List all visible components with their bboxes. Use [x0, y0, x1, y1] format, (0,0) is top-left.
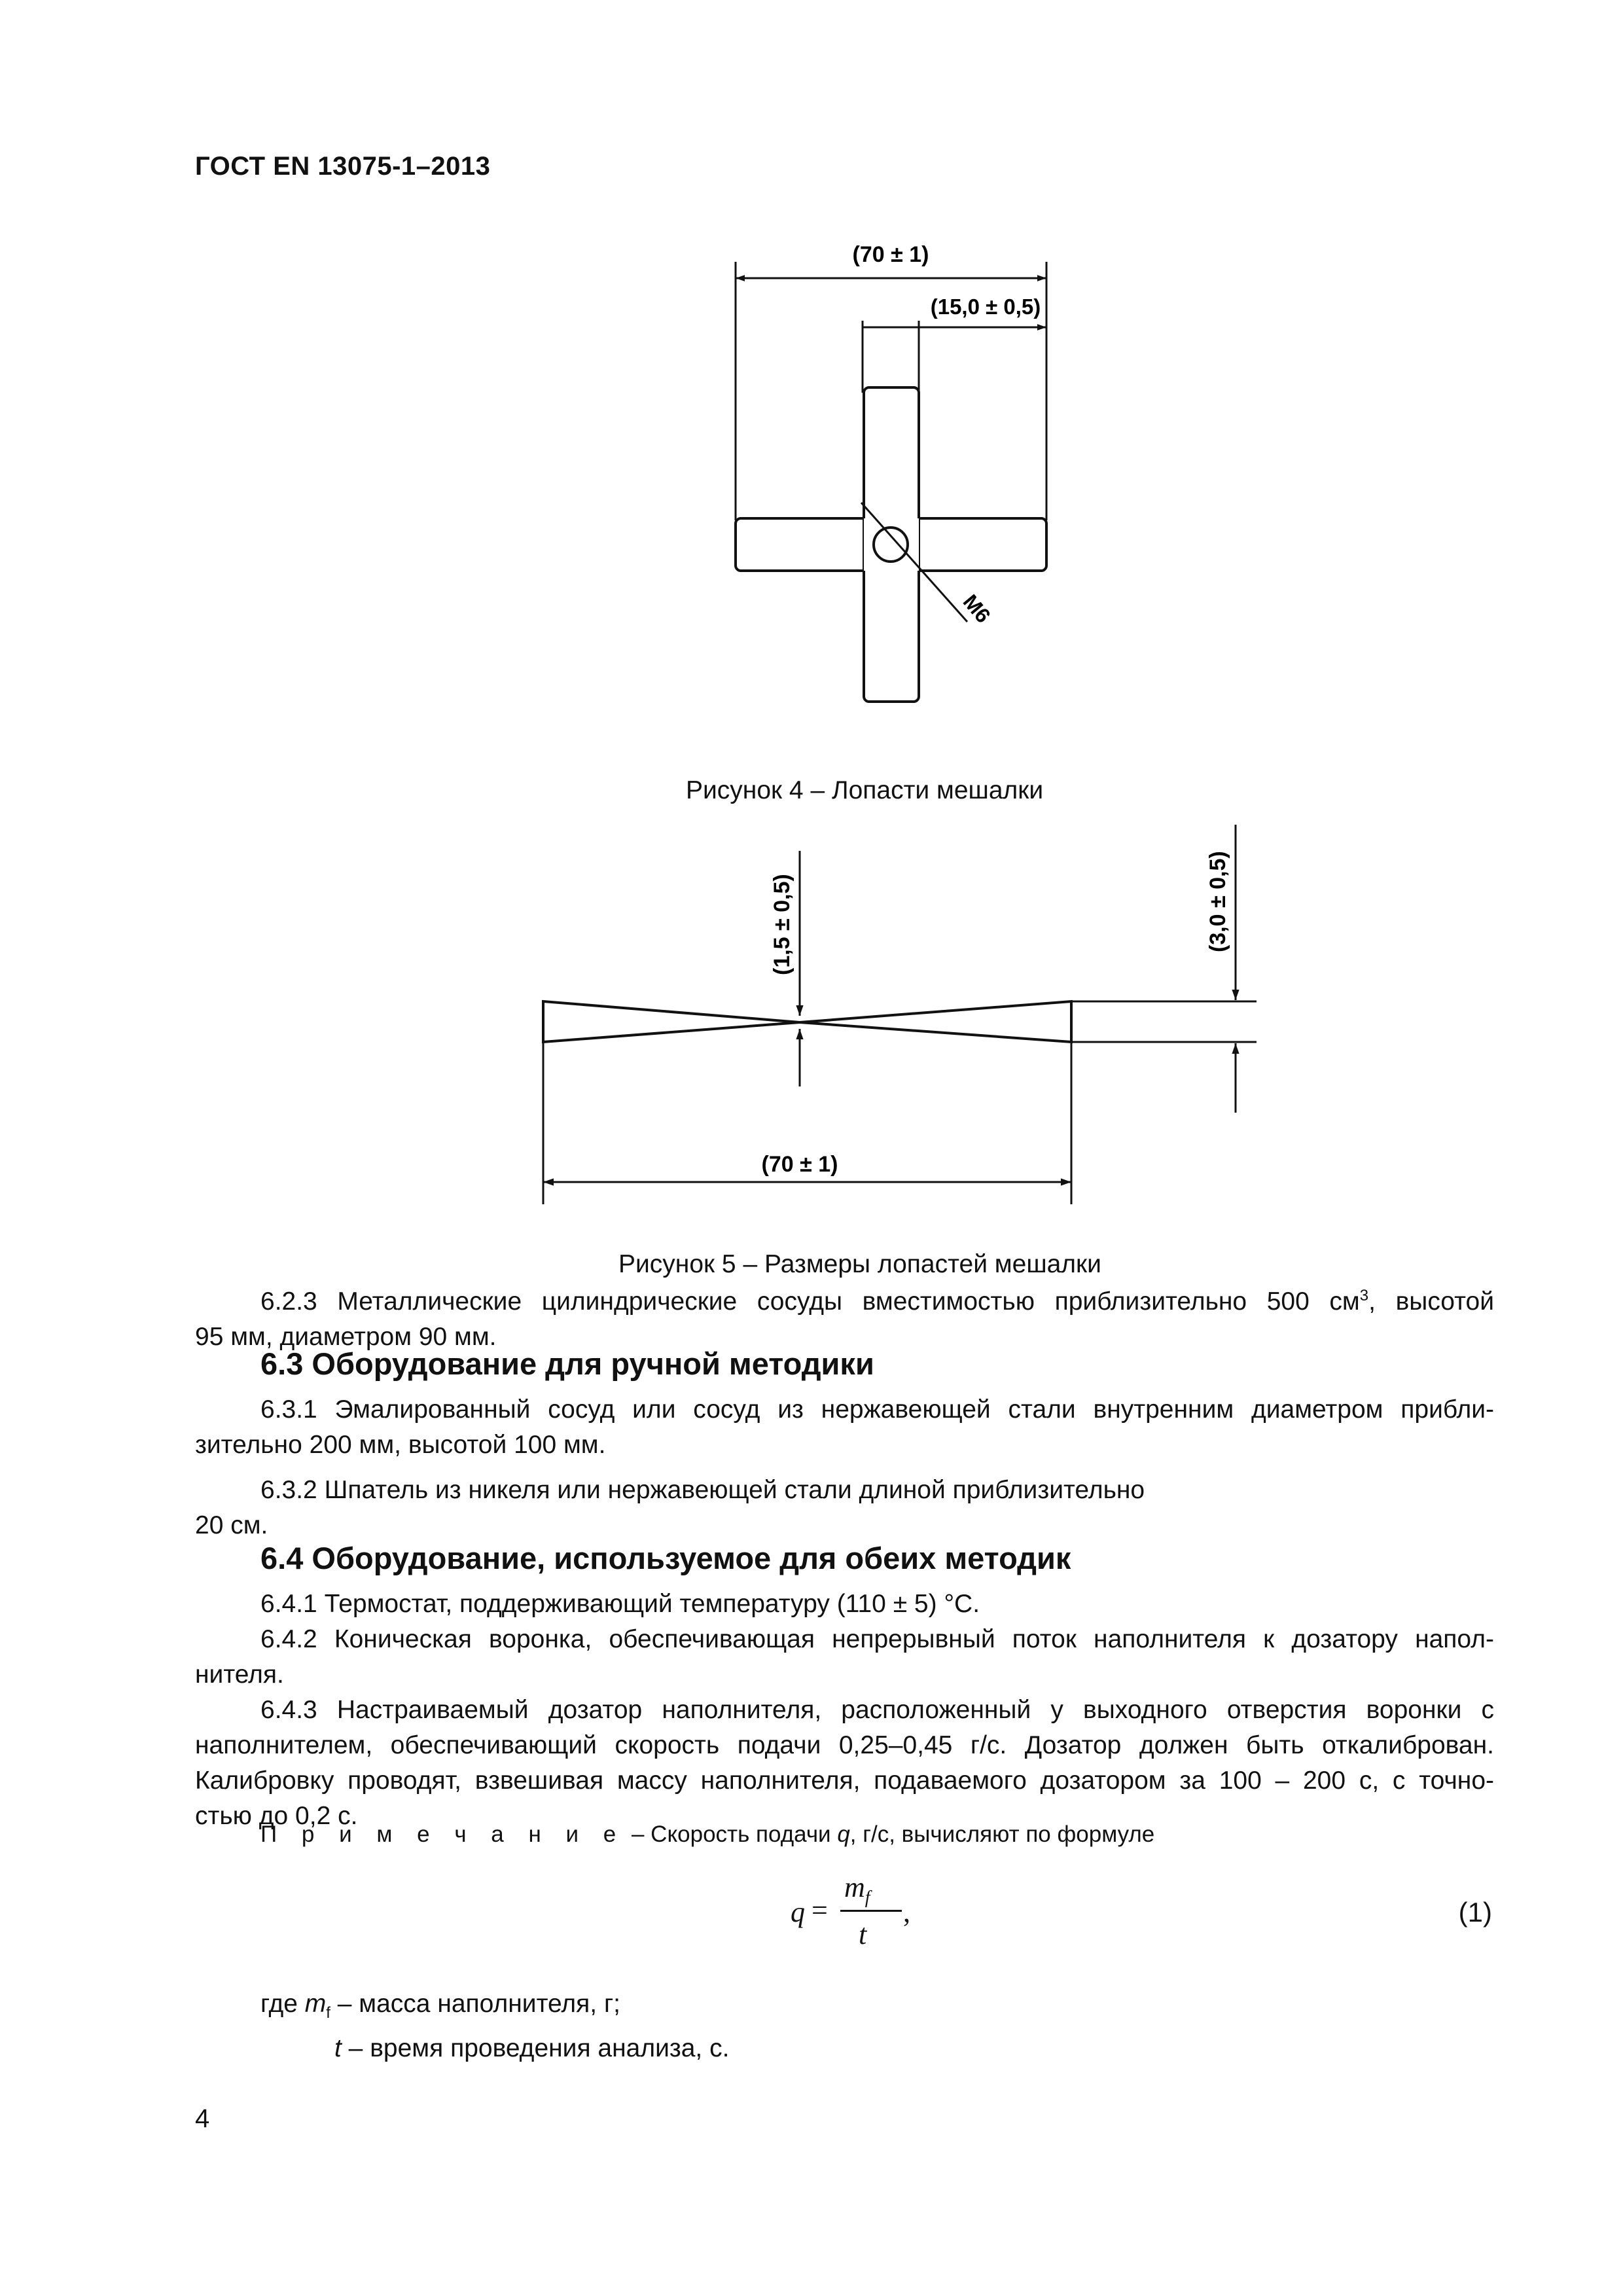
figure-4-drawing: [0, 0, 1623, 772]
paragraph-6-4-3-line-3: Калибровку проводят, взвешивая массу наполнителя, подаваемого дозатором за 100 – 200 с, с точно-: [195, 1767, 1494, 1795]
note-label: П р и м е ч а н и е: [260, 1821, 626, 1847]
where-line-2: t – время проведения анализа, с.: [334, 2034, 730, 2062]
paragraph-6-3-2: [195, 1473, 1494, 1543]
paragraph-6-3-1: [195, 1392, 1494, 1463]
thread-label: M6: [958, 590, 995, 628]
figure-4-caption: Рисунок 4 – Лопасти мешалки: [686, 776, 1044, 804]
formula-lhs: q: [791, 1896, 805, 1928]
paragraph-6-4-1: [195, 1587, 1494, 1622]
paragraph-6-4-3-line-2: наполнителем, обеспечивающий скорость подачи 0,25–0,45 г/с. Дозатор должен быть откалиброван.: [195, 1731, 1494, 1759]
page-number: 4: [195, 2104, 210, 2133]
figure-5-caption: Рисунок 5 – Размеры лопастей мешалки: [618, 1250, 1101, 1278]
where-block: [260, 1986, 1438, 2066]
fraction-bar: [840, 1910, 902, 1912]
paragraph-6-2-3-line-2: 95 мм, диаметром 90 мм.: [195, 1323, 497, 1351]
document-header: ГОСТ EN 13075-1–2013: [195, 152, 491, 181]
blade-profile: [543, 1001, 1071, 1042]
dim-label-length: (70 ± 1): [761, 1152, 838, 1177]
formula-equals: =: [812, 1894, 828, 1926]
paragraph-6-2-3: [195, 1278, 1494, 1355]
where-line-1: где $m_f$ – масса наполнителя, г;: [260, 1990, 621, 2022]
dim-label-end: (3,0 ± 0,5): [1205, 851, 1230, 952]
paragraph-6-4-1-line-1: 6.4.1 Термостат, поддерживающий температуру (110 ± 5) °С.: [260, 1590, 980, 1618]
dim-label-total: (70 ± 1): [852, 242, 929, 267]
paragraph-6-3-1-line-2: зительно 200 мм, высотой 100 мм.: [195, 1431, 606, 1459]
dim-label-center: (1,5 ± 0,5): [770, 874, 794, 975]
paragraph-6-4-3-line-1: 6.4.3 Настраиваемый дозатор наполнителя, расположенный у выходного отверстия воронки с: [260, 1696, 1494, 1724]
paragraph-6-4-2-line-1: 6.4.2 Коническая воронка, обеспечивающая непрерывный поток наполнителя к дозатору напол-: [260, 1625, 1494, 1653]
section-heading-6-3: 6.3 Оборудование для ручной методики: [260, 1346, 874, 1381]
equation-number: (1): [1458, 1897, 1492, 1928]
paragraph-6-2-3-line-1: 6.2.3 Металлические цилиндрические сосуды вместимостью приблизительно 500 $см^3$, высотой: [260, 1287, 1494, 1316]
paragraph-6-4-2-line-2: нителя.: [195, 1660, 284, 1689]
dim-label-blade-width: (15,0 ± 0,5): [930, 295, 1041, 319]
note: П р и м е ч а н и е – Скорость подачи q, г/с, вычисляют по формуле: [260, 1821, 1155, 1847]
paragraph-6-3-2-line-2: 20 см.: [195, 1511, 268, 1539]
formula-numerator: $m_f$: [844, 1871, 870, 1908]
paragraph-6-4-3: [195, 1693, 1494, 1834]
formula-denominator: t: [859, 1918, 867, 1950]
formula-comma: ,: [903, 1896, 910, 1928]
paragraph-6-3-1-line-1: 6.3.1 Эмалированный сосуд или сосуд из нержавеющей стали внутренним диаметром прибли-: [260, 1395, 1494, 1424]
figure-5-drawing: [0, 812, 1623, 1244]
center-hole: [874, 528, 908, 562]
section-heading-6-4: 6.4 Оборудование, используемое для обеих методик: [260, 1541, 1071, 1575]
paragraph-6-3-2-line-1: 6.3.2 Шпатель из никеля или нержавеющей стали длиной приблизительно: [260, 1476, 1145, 1504]
paragraph-6-4-2: [195, 1622, 1494, 1693]
paragraph-6-4-3-line-4: стью до 0,2 с.: [195, 1802, 358, 1830]
